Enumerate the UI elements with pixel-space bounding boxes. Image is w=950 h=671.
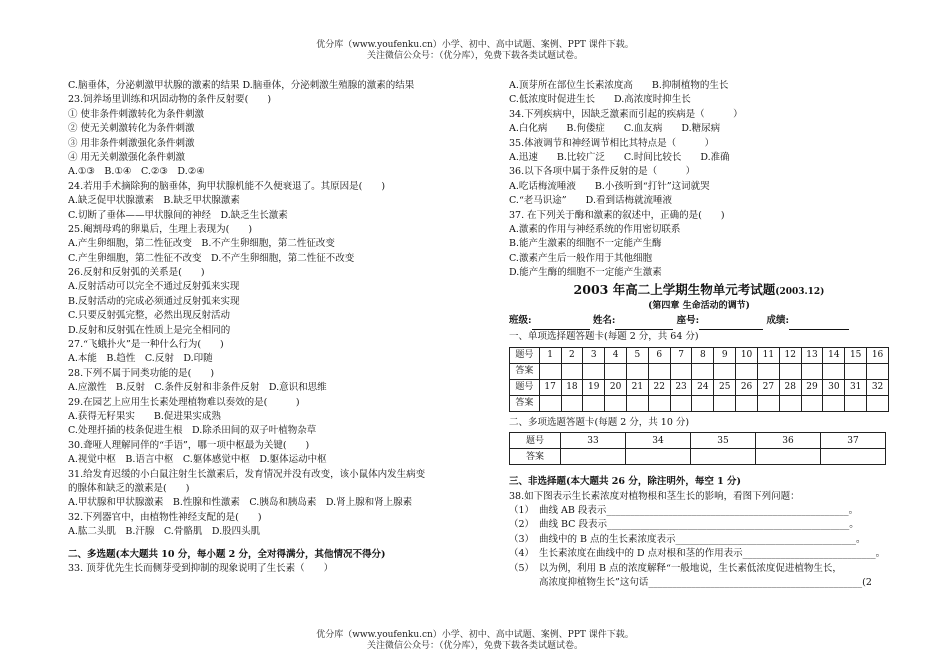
answer-card-number: 15 xyxy=(845,347,867,363)
class-label: 班级: xyxy=(509,315,532,327)
answer-card-number: 11 xyxy=(757,347,779,363)
question-line: 的腺体和缺乏的激素是( ) xyxy=(68,482,190,494)
answer-card-number-row xyxy=(510,433,886,449)
answer-card-number: 22 xyxy=(648,379,670,395)
answer-cell[interactable] xyxy=(779,395,801,411)
answer-card-answer-row xyxy=(510,449,886,465)
question-line: A.迅速 B.比较广泛 C.时间比较长 D.准确 xyxy=(509,151,730,163)
question-line: 28.下列不属于同类功能的是( ) xyxy=(68,367,215,379)
answer-card-number: 19 xyxy=(583,379,605,395)
answer-cell[interactable] xyxy=(605,363,627,379)
question-line: D.反射和反射弧在性质上是完全相同的 xyxy=(68,324,231,336)
item-text: 曲线 AB 段表示___________________________________________________。 xyxy=(539,505,859,517)
right-column xyxy=(509,79,889,590)
answer-card-number: 36 xyxy=(756,433,821,449)
item-text: 以为例，利用 B 点的浓度解释“一般地说，生长素低浓度促进植物生长， xyxy=(539,562,842,574)
answer-cell[interactable] xyxy=(845,363,867,379)
answer-card-number: 4 xyxy=(605,347,627,363)
question-line: A.视觉中枢 B.语言中枢 C.躯体感觉中枢 D.躯体运动中枢 xyxy=(68,454,327,466)
question-line: A.顶芽所在部位生长素浓度高 B.抑制植物的生长 xyxy=(509,80,729,91)
answer-card-answer-row xyxy=(510,363,889,379)
answer-cell[interactable] xyxy=(626,395,648,411)
item-number xyxy=(509,576,539,590)
answer-card-row-label: 题号 xyxy=(510,433,561,449)
answer-card-answer-label: 答案 xyxy=(510,363,540,379)
answer-card-number: 34 xyxy=(626,433,691,449)
answer-cell[interactable] xyxy=(867,363,889,379)
answer-card-answer-row xyxy=(510,395,889,411)
question-line: 26.反射和反射弧的关系是( ) xyxy=(68,267,205,279)
item-text: 曲线中的 B 点的生长素浓度表示______________________________________。 xyxy=(539,533,866,545)
question-line: 37. 在下列关于酶和激素的叙述中，正确的是( ) xyxy=(509,209,725,221)
question-line: C.脑垂体，分泌刺激甲状腺的激素的结果 D.脑垂体，分泌刺激生殖腺的激素的结果 xyxy=(68,80,415,91)
question-line: A.本能 B.趋性 C.反射 D.印随 xyxy=(68,353,213,365)
answer-card-number-row xyxy=(510,379,889,395)
class-field[interactable] xyxy=(532,318,590,330)
question-line: C.“老马识途” D.看到话梅就流唾液 xyxy=(509,195,672,207)
answer-cell[interactable] xyxy=(583,363,605,379)
left-question-list xyxy=(68,79,468,540)
question-line: A.应激性 B.反射 C.条件反射和非条件反射 D.意识和思维 xyxy=(68,382,327,394)
question-line: C.处理扦插的枝条促进生根 D.除杀田间的双子叶植物杂草 xyxy=(68,425,317,437)
question-line: 35.体液调节和神经调节相比其特点是（ ） xyxy=(509,137,715,149)
question-line: 34.下列疾病中，因缺乏激素而引起的疾病是（ ） xyxy=(509,108,743,120)
answer-card-number: 29 xyxy=(801,379,823,395)
answer-cell[interactable] xyxy=(605,395,627,411)
exam-title-text: 2003 年高二上学期生物单元考试题 xyxy=(573,282,776,298)
answer-card-number: 26 xyxy=(736,379,758,395)
answer-cell[interactable] xyxy=(714,395,736,411)
question-line: A.吃话梅流唾液 B.小孩听到“打针”这词就哭 xyxy=(509,180,710,192)
question-line: 23.饲养场里训练和巩固动物的条件反射要( ) xyxy=(68,94,272,106)
question-38-item xyxy=(509,576,889,590)
question-line: 24.若用手术摘除狗的脑垂体，狗甲状腺机能不久便衰退了。其原因是( ) xyxy=(68,180,386,192)
item-text: 曲线 BC 段表示___________________________________________________。 xyxy=(539,519,859,531)
item-number: （2） xyxy=(509,519,535,531)
footer-line-2: 关注微信公众号：（优分库），免费下载各类试题试卷。 xyxy=(366,641,583,651)
question-line: 29.在园艺上应用生长素处理植物难以奏效的是( ) xyxy=(68,396,300,408)
question-line: B.反射活动的完成必须通过反射弧来实现 xyxy=(68,295,240,307)
item-text: 生长素浓度在曲线中的 D 点对根和茎的作用表示____________________________。 xyxy=(539,548,886,560)
answer-card-number: 13 xyxy=(801,347,823,363)
answer-card-number: 5 xyxy=(626,347,648,363)
answer-cell[interactable] xyxy=(845,395,867,411)
item-number: （1） xyxy=(509,505,535,517)
answer-cell[interactable] xyxy=(561,395,583,411)
answer-cell[interactable] xyxy=(670,363,692,379)
question-line: ② 使无关刺激转化为条件刺激 xyxy=(68,123,195,135)
answer-card-number: 32 xyxy=(867,379,889,395)
multi-choice-card-heading: 二、多项选题答题卡(每题 2 分，共 10 分) xyxy=(509,416,690,428)
answer-cell[interactable] xyxy=(648,395,670,411)
answer-cell[interactable] xyxy=(714,363,736,379)
answer-cell[interactable] xyxy=(626,449,691,465)
answer-card-answer-label: 答案 xyxy=(510,395,540,411)
question-line: A.缺乏促甲状腺激素 B.缺乏甲状腺激素 xyxy=(68,195,240,207)
question-38-item xyxy=(509,533,889,547)
question-38-intro: 38.如下图表示生长素浓度对植物根和茎生长的影响，看图下列问题： xyxy=(509,490,800,502)
answer-cell[interactable] xyxy=(691,449,756,465)
answer-cell[interactable] xyxy=(779,363,801,379)
score-label: 成绩: xyxy=(766,315,789,327)
answer-card-number: 2 xyxy=(561,347,583,363)
answer-cell[interactable] xyxy=(583,395,605,411)
answer-cell[interactable] xyxy=(736,363,758,379)
answer-card-number: 7 xyxy=(670,347,692,363)
question-38-item xyxy=(509,562,889,576)
answer-card-number: 14 xyxy=(823,347,845,363)
answer-card-number: 37 xyxy=(821,433,886,449)
question-line: ① 使非条件刺激转化为条件刺激 xyxy=(68,108,205,120)
question-line: A.白化病 B.佝偻症 C.血友病 D.糖尿病 xyxy=(509,123,721,135)
question-line: ③ 用非条件刺激强化条件刺激 xyxy=(68,137,195,149)
question-line: B.能产生激素的细胞不一定能产生酶 xyxy=(509,238,662,250)
answer-cell[interactable] xyxy=(692,395,714,411)
answer-cell[interactable] xyxy=(823,363,845,379)
page-footer xyxy=(0,630,950,652)
name-label: 姓名: xyxy=(592,315,616,327)
page-header xyxy=(0,40,950,62)
answer-cell[interactable] xyxy=(821,449,886,465)
answer-card-row-label: 题号 xyxy=(510,379,540,395)
answer-card-number: 27 xyxy=(757,379,779,395)
answer-card-answer-label: 答案 xyxy=(510,449,561,465)
answer-card-number: 12 xyxy=(779,347,801,363)
answer-cell[interactable] xyxy=(692,363,714,379)
answer-card-number: 8 xyxy=(692,347,714,363)
question-38-item xyxy=(509,504,889,518)
student-info-row xyxy=(509,312,889,330)
question-line: A.产生卵细胞，第二性征改变 B.不产生卵细胞，第二性征改变 xyxy=(68,238,335,250)
question-line: 30.聋哑人理解同伴的“手语”，哪一项中枢最为关键( ) xyxy=(68,439,310,451)
answer-card-number: 31 xyxy=(845,379,867,395)
item-number: （3） xyxy=(509,533,535,545)
question-line: A.甲状腺和甲状腺激素 B.性腺和性激素 C.胰岛和胰岛素 D.肾上腺和肾上腺素 xyxy=(68,497,413,509)
answer-cell[interactable] xyxy=(561,449,626,465)
answer-card-number: 33 xyxy=(561,433,626,449)
answer-card-number: 17 xyxy=(539,379,561,395)
exam-date: (2003.12) xyxy=(775,287,825,298)
answer-card-number: 10 xyxy=(736,347,758,363)
score-field[interactable] xyxy=(789,318,849,330)
question-line: A.①③ B.①④ C.②③ D.②④ xyxy=(68,166,205,178)
answer-cell[interactable] xyxy=(757,363,779,379)
answer-cell[interactable] xyxy=(561,363,583,379)
question-line: 36.以下各项中属于条件反射的是（ ） xyxy=(509,166,696,178)
multi-choice-answer-card xyxy=(509,432,886,465)
question-38-item xyxy=(509,518,889,532)
question-line: C.产生卵细胞，第二性征不改变 D.不产生卵细胞，第二性征不改变 xyxy=(68,252,355,264)
answer-card-number: 20 xyxy=(605,379,627,395)
question-line: C.切断了垂体——甲状腺间的神经 D.缺乏生长激素 xyxy=(68,209,288,221)
answer-card-number: 28 xyxy=(779,379,801,395)
answer-cell[interactable] xyxy=(757,395,779,411)
question-line: A.肱二头肌 B.汗腺 C.骨骼肌 D.股四头肌 xyxy=(68,526,261,538)
answer-card-number: 30 xyxy=(823,379,845,395)
answer-card-number: 35 xyxy=(691,433,756,449)
answer-cell[interactable] xyxy=(539,363,561,379)
item-number: （5） xyxy=(509,562,535,574)
name-field[interactable] xyxy=(615,318,673,330)
single-choice-heading: 一、单项选择题答题卡(每题 2 分，共 64 分) xyxy=(509,331,699,343)
question-line: 31.给发育迟缓的小白鼠注射生长激素后，发育情况并没有改变，该小鼠体内发生病变 xyxy=(68,468,426,480)
answer-cell[interactable] xyxy=(756,449,821,465)
answer-cell[interactable] xyxy=(539,395,561,411)
answer-cell[interactable] xyxy=(626,363,648,379)
exam-title xyxy=(509,282,889,300)
question-line: A.反射活动可以完全不通过反射弧来实现 xyxy=(68,281,240,293)
left-column xyxy=(68,79,468,576)
item-number: （4） xyxy=(509,548,535,560)
answer-cell[interactable] xyxy=(801,363,823,379)
answer-card-number: 21 xyxy=(626,379,648,395)
header-line-1: 优分库（www.youfenku.cn）小学、初中、高中试题、案例、PPT 课件下载。 xyxy=(316,40,634,50)
answer-cell[interactable] xyxy=(736,395,758,411)
answer-card-number: 18 xyxy=(561,379,583,395)
seat-label: 座号: xyxy=(676,315,700,327)
question-33: 33. 顶芽优先生长而侧芽受到抑制的现象说明了生长素（ ） xyxy=(68,562,334,574)
question-line: C.只要反射弧完整，必然出现反射活动 xyxy=(68,310,230,322)
answer-cell[interactable] xyxy=(801,395,823,411)
question-line: A.激素的作用与神经系统的作用密切联系 xyxy=(509,223,681,235)
seat-field[interactable] xyxy=(699,318,763,330)
question-line: ④ 用无关刺激强化条件刺激 xyxy=(68,151,186,163)
answer-card-number: 23 xyxy=(670,379,692,395)
answer-card-number: 9 xyxy=(714,347,736,363)
header-line-2: 关注微信公众号：（优分库），免费下载各类试题试卷。 xyxy=(366,51,583,61)
answer-cell[interactable] xyxy=(867,395,889,411)
answer-card-number-row xyxy=(510,347,889,363)
exam-subtitle: (第四章 生命活动的调节) xyxy=(648,301,750,312)
question-line: 32.下列器官中，由植物性神经支配的是( ) xyxy=(68,511,262,523)
answer-cell[interactable] xyxy=(823,395,845,411)
answer-card-number: 16 xyxy=(867,347,889,363)
question-line: 27.“飞蛾扑火”是一种什么行为( ) xyxy=(68,339,224,351)
question-line: C.低浓度时促进生长 D.高浓度时抑生长 xyxy=(509,94,691,106)
answer-card-number: 3 xyxy=(583,347,605,363)
item-text: 高浓度抑植物生长”这句话_____________________________________________(2 xyxy=(539,577,872,589)
right-question-list xyxy=(509,79,889,280)
question-line: D.能产生酶的细胞不一定能产生激素 xyxy=(509,267,662,279)
answer-card-number: 1 xyxy=(539,347,561,363)
answer-card-number: 24 xyxy=(692,379,714,395)
question-line: C.激素产生后一般作用于其他细胞 xyxy=(509,252,652,264)
non-choice-heading: 三、非选择题(本大题共 26 分，除注明外，每空 1 分) xyxy=(509,476,742,488)
answer-card-row-label: 题号 xyxy=(510,347,540,363)
answer-cell[interactable] xyxy=(670,395,692,411)
question-38-items xyxy=(509,504,889,590)
footer-line-1: 优分库（www.youfenku.cn）小学、初中、高中试题、案例、PPT 课件下载。 xyxy=(316,630,634,640)
question-line: 25.阉割母鸡的卵巢后，生理上表现为( ) xyxy=(68,223,253,235)
question-38-item xyxy=(509,547,889,561)
answer-card-number: 25 xyxy=(714,379,736,395)
multi-choice-heading: 二、多选题(本大题共 10 分，每小题 2 分，全对得满分，其他情况不得分) xyxy=(68,548,386,560)
question-line: A.获得无籽果实 B.促进果实成熟 xyxy=(68,410,221,422)
single-choice-answer-card xyxy=(509,347,889,412)
answer-cell[interactable] xyxy=(648,363,670,379)
answer-card-number: 6 xyxy=(648,347,670,363)
